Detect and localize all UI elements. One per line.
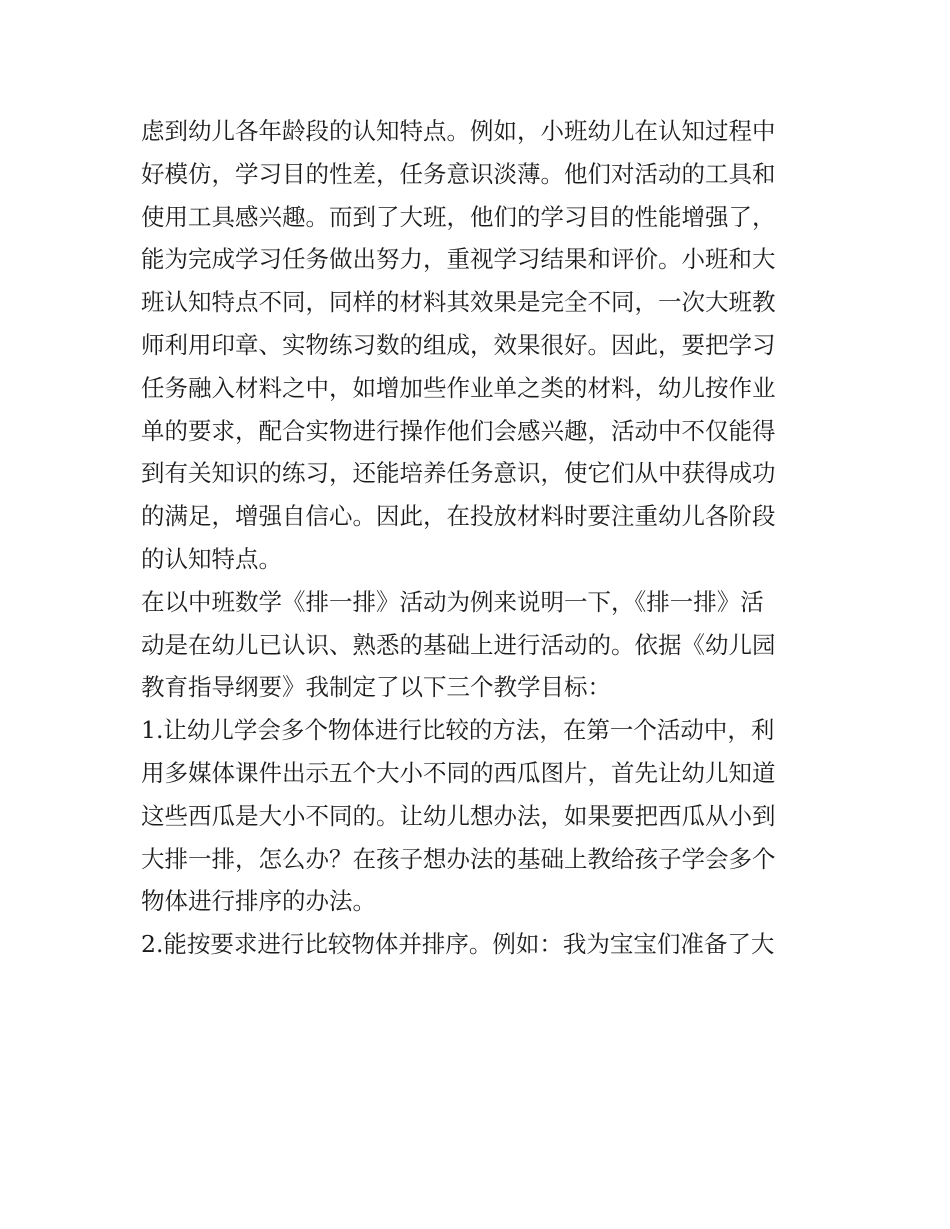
text-line: 好模仿，学习目的性差，任务意识淡薄。他们对活动的工具和 [141, 159, 776, 188]
text-line: 班认知特点不同，同样的材料其效果是完全不同，一次大班教 [141, 288, 776, 317]
text-line: 使用工具感兴趣。而到了大班，他们的学习目的性能增强了， [141, 202, 776, 231]
text-line: 的认知特点。 [141, 544, 282, 573]
text-line: 大排一排，怎么办？在孩子想办法的基础上教给孩子学会多个 [141, 844, 776, 873]
text-line: 师利用印章、实物练习数的组成，效果很好。因此，要把学习 [141, 330, 776, 359]
text-line: 教育指导纲要》我制定了以下三个教学目标： [141, 673, 611, 702]
text-line: 这些西瓜是大小不同的。让幼儿想办法，如果要把西瓜从小到 [141, 801, 776, 830]
text-line: 1.让幼儿学会多个物体进行比较的方法，在第一个活动中，利 [141, 716, 775, 745]
body-text [141, 110, 821, 966]
text-line: 用多媒体课件出示五个大小不同的西瓜图片，首先让幼儿知道 [141, 758, 776, 787]
text-line: 能为完成学习任务做出努力，重视学习结果和评价。小班和大 [141, 245, 776, 274]
text-line: 任务融入材料之中，如增加些作业单之类的材料，幼儿按作业 [141, 373, 776, 402]
text-line: 动是在幼儿已认识、熟悉的基础上进行活动的。依据《幼儿园 [141, 630, 776, 659]
text-line: 单的要求，配合实物进行操作他们会感兴趣，活动中不仅能得 [141, 416, 776, 445]
text-line: 2.能按要求进行比较物体并排序。例如：我为宝宝们准备了大 [141, 930, 775, 959]
text-line: 到有关知识的练习，还能培养任务意识，使它们从中获得成功 [141, 459, 776, 488]
text-line: 物体进行排序的办法。 [141, 887, 376, 916]
text-line: 在以中班数学《排一排》活动为例来说明一下，《排一排》活 [141, 587, 764, 616]
text-line: 的满足，增强自信心。因此，在投放材料时要注重幼儿各阶段 [141, 502, 776, 531]
text-line: 虑到幼儿各年龄段的认知特点。例如，小班幼儿在认知过程中 [141, 117, 776, 145]
